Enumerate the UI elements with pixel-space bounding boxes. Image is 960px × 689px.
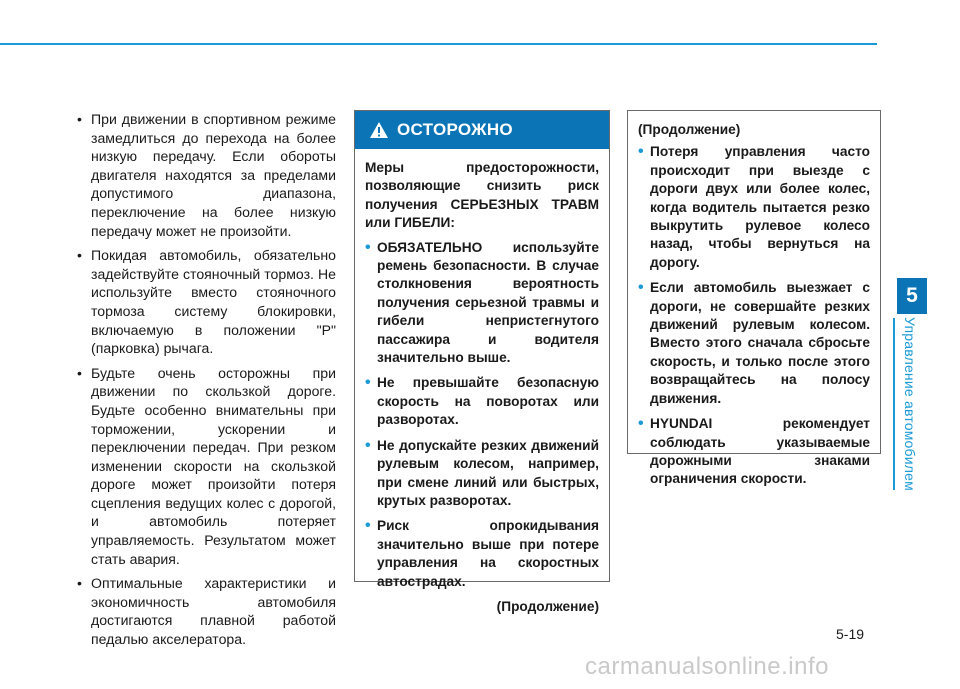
continued-box [627,110,881,487]
continued-body [628,111,880,489]
watermark: carmanualsonline.info [585,653,829,680]
warning-box [354,110,610,614]
list-item: • При движении в спортивном режиме замедлиться до перехода на более низкую передачу. Если обороты двигателя находятся за пределами допустимого диапазона, переключение на более низкую передачу может не произойти. [74,110,336,240]
warning-header [355,111,609,149]
continued-list [638,143,870,488]
list-item: • Оптимальные характеристики и экономичность автомобиля достигаются плавной работой педалью акселератора. [74,574,336,648]
list-item: • Не допускайте резких движений рулевым колесом, например, при смене линий или быстрых, крутых разворотах. [365,437,599,511]
left-bullet-list [74,110,336,649]
section-title: Управление автомобилем [902,317,918,491]
left-column [74,110,336,655]
page-number: 5-19 [836,626,865,642]
list-item: • HYUNDAI рекомендует соблюдать указываемые дорожными знаками ограничения скорости. [638,415,870,489]
warning-body [355,149,609,616]
section-number-tab: 5 [897,278,927,314]
list-item: • Риск опрокидывания значительно выше при потере управления на скоростных автострадах. [365,517,599,591]
warning-intro: Меры предосторожности, позволяющие снизить риск получения СЕРЬЕЗНЫХ ТРАВМ или ГИБЕЛИ: [365,160,599,231]
continued-note: (Продолжение) [496,598,599,614]
list-item: • Не превышайте безопасную скорость на поворотах или разворотах. [365,374,599,429]
side-divider [893,318,895,490]
warning-icon [369,121,389,139]
list-item: • Потеря управления часто происходит при выезде с дороги двух или более колес, когда водитель пытается резко выкрутить рулевое колесо назад, чтобы вернуться на дорогу. [638,143,870,272]
warning-list [365,239,599,591]
list-item: • Если автомобиль выезжает с дороги, не совершайте резких движений рулевым колесом. Вместо этого сначала сбросьте скорость, и только после этого возвращайтесь на полосу движения. [638,279,870,408]
continued-header: (Продолжение) [638,122,741,137]
warning-title: ОСТОРОЖНО [397,120,513,139]
list-item: • Покидая автомобиль, обязательно задействуйте стояночный тормоз. Не используйте вместо стояночного тормоза систему блокировки, включаемую в положении "P" (парковка) рычага. [74,246,336,358]
list-item: • ОБЯЗАТЕЛЬНО используйте ремень безопасности. В случае столкновения вероятность получения серьезной травмы и гибели непристегнутого пассажира и водителя значительно выше. [365,239,599,368]
list-item: • Будьте очень осторожны при движении по скользкой дороге. Будьте особенно внимательны при торможении, ускорении и переключении передач. При резком изменении скорости на скользкой дороге может произойти потеря сцепления ведущих колес с дорогой, и автомобиль потеряет управляемость. Результатом может стать авария. [74,364,336,569]
top-divider [0,43,877,45]
